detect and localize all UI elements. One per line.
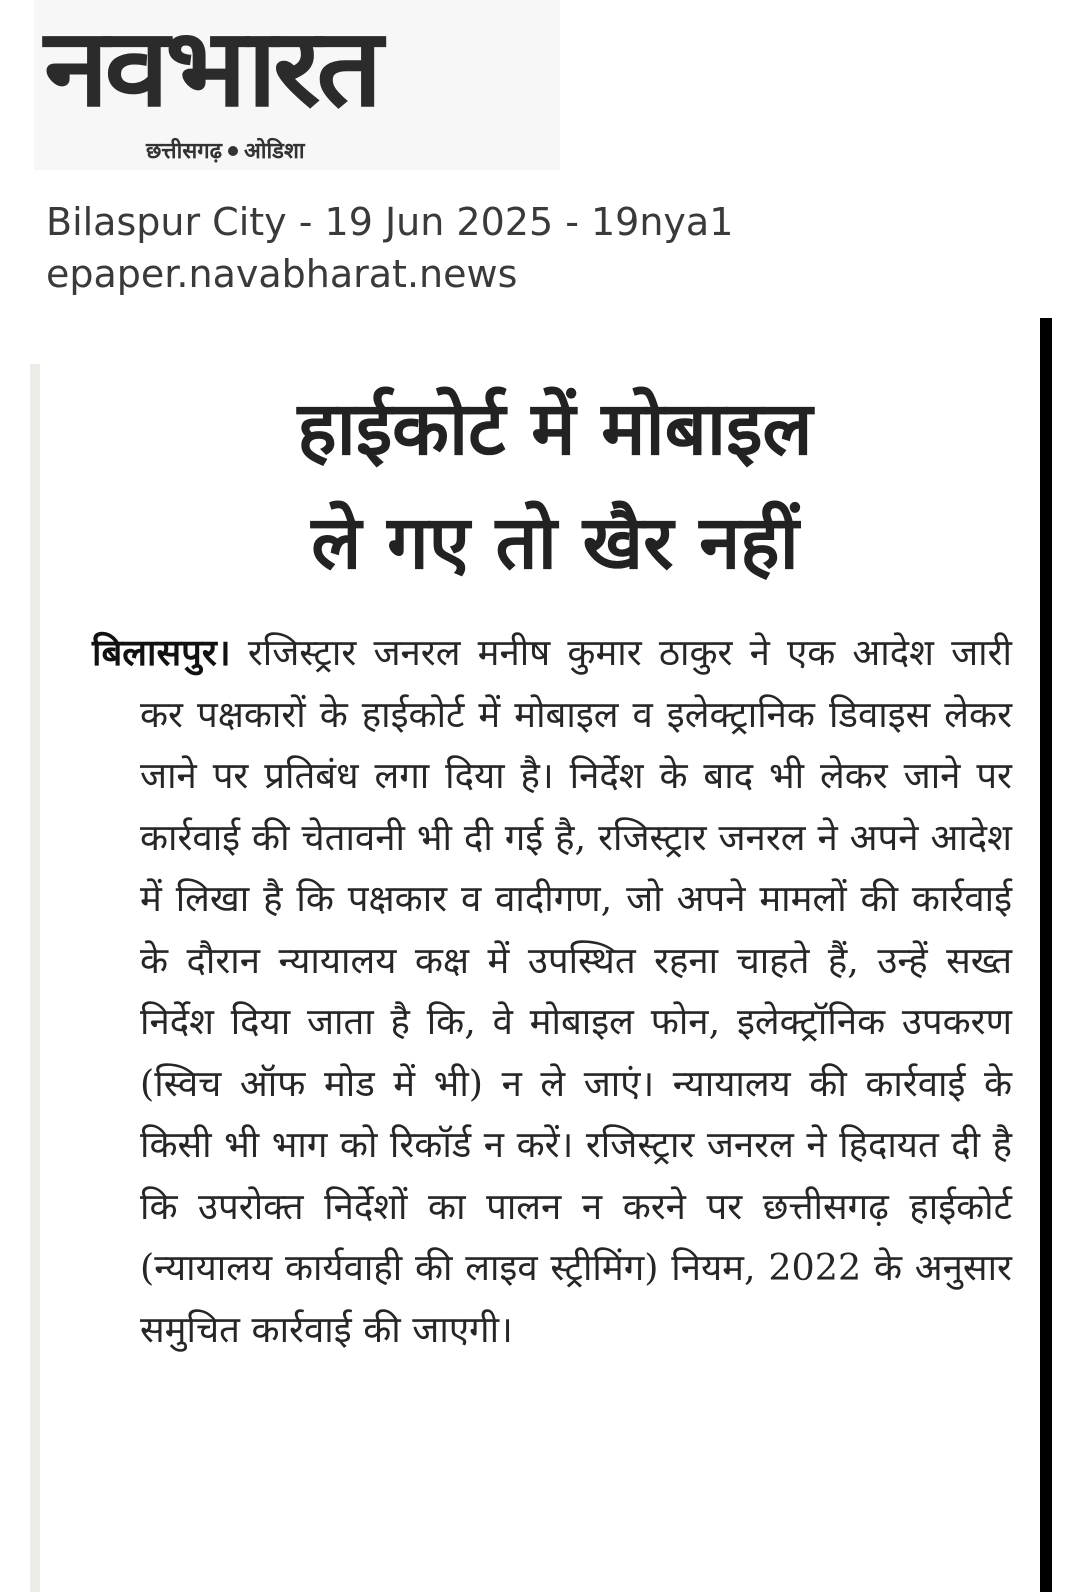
column-divider: [1040, 318, 1052, 1592]
edition-names: [146, 136, 305, 166]
headline-line-2: ले गए तो खैर नहीं: [311, 500, 799, 586]
website-url: epaper.navabharat.news: [46, 252, 518, 296]
clipping-edge: [30, 364, 40, 1592]
edition-chhattisgarh: छत्तीसगढ़: [146, 138, 222, 164]
article-body: [92, 622, 1012, 1360]
bullet-dot-icon: [228, 146, 238, 156]
article-paragraph: [92, 622, 1012, 1360]
issue-line: Bilaspur City - 19 Jun 2025 - 19nya1: [46, 200, 734, 244]
dateline: बिलासपुर।: [92, 631, 231, 674]
article-text: रजिस्ट्रार जनरल मनीष कुमार ठाकुर ने एक आदेश जारी कर पक्षकारों के हाईकोर्ट में मोबाइल व इलेक्ट्रानिक डिवाइस लेकर जाने पर प्रतिबंध लगा दिया है। निर्देश के बाद भी लेकर जाने पर कार्रवाई की चेतावनी भी दी गई है, रजिस्ट्रार जनरल ने अपने आदेश में लिखा है कि पक्षकार व वादीगण, जो अपने मामलों की कार्रवाई के दौरान न्यायालय कक्ष में उपस्थित रहना चाहते हैं, उन्हें सख्त निर्देश दिया जाता है कि, वे मोबाइल फोन, इलेक्ट्रॉनिक उपकरण (स्विच ऑफ मोड में भी) न ले जाएं। न्यायालय की कार्रवाई के किसी भी भाग को रिकॉर्ड न करें। रजिस्ट्रार जनरल ने हिदायत दी है कि उपरोक्त निर्देशों का पालन न करने पर छत्तीसगढ़ हाईकोर्ट (न्यायालय कार्यवाही की लाइव स्ट्रीमिंग) नियम, 2022 के अनुसार समुचित कार्रवाई की जाएगी।: [140, 631, 1012, 1351]
headline-line-1: हाईकोर्ट में मोबाइल: [297, 386, 813, 472]
masthead: [34, 0, 560, 170]
newspaper-logo: नवभारत: [44, 6, 379, 131]
edition-odisha: ओडिशा: [243, 138, 305, 164]
issue-meta: [46, 196, 733, 300]
article-headline: [160, 372, 950, 600]
